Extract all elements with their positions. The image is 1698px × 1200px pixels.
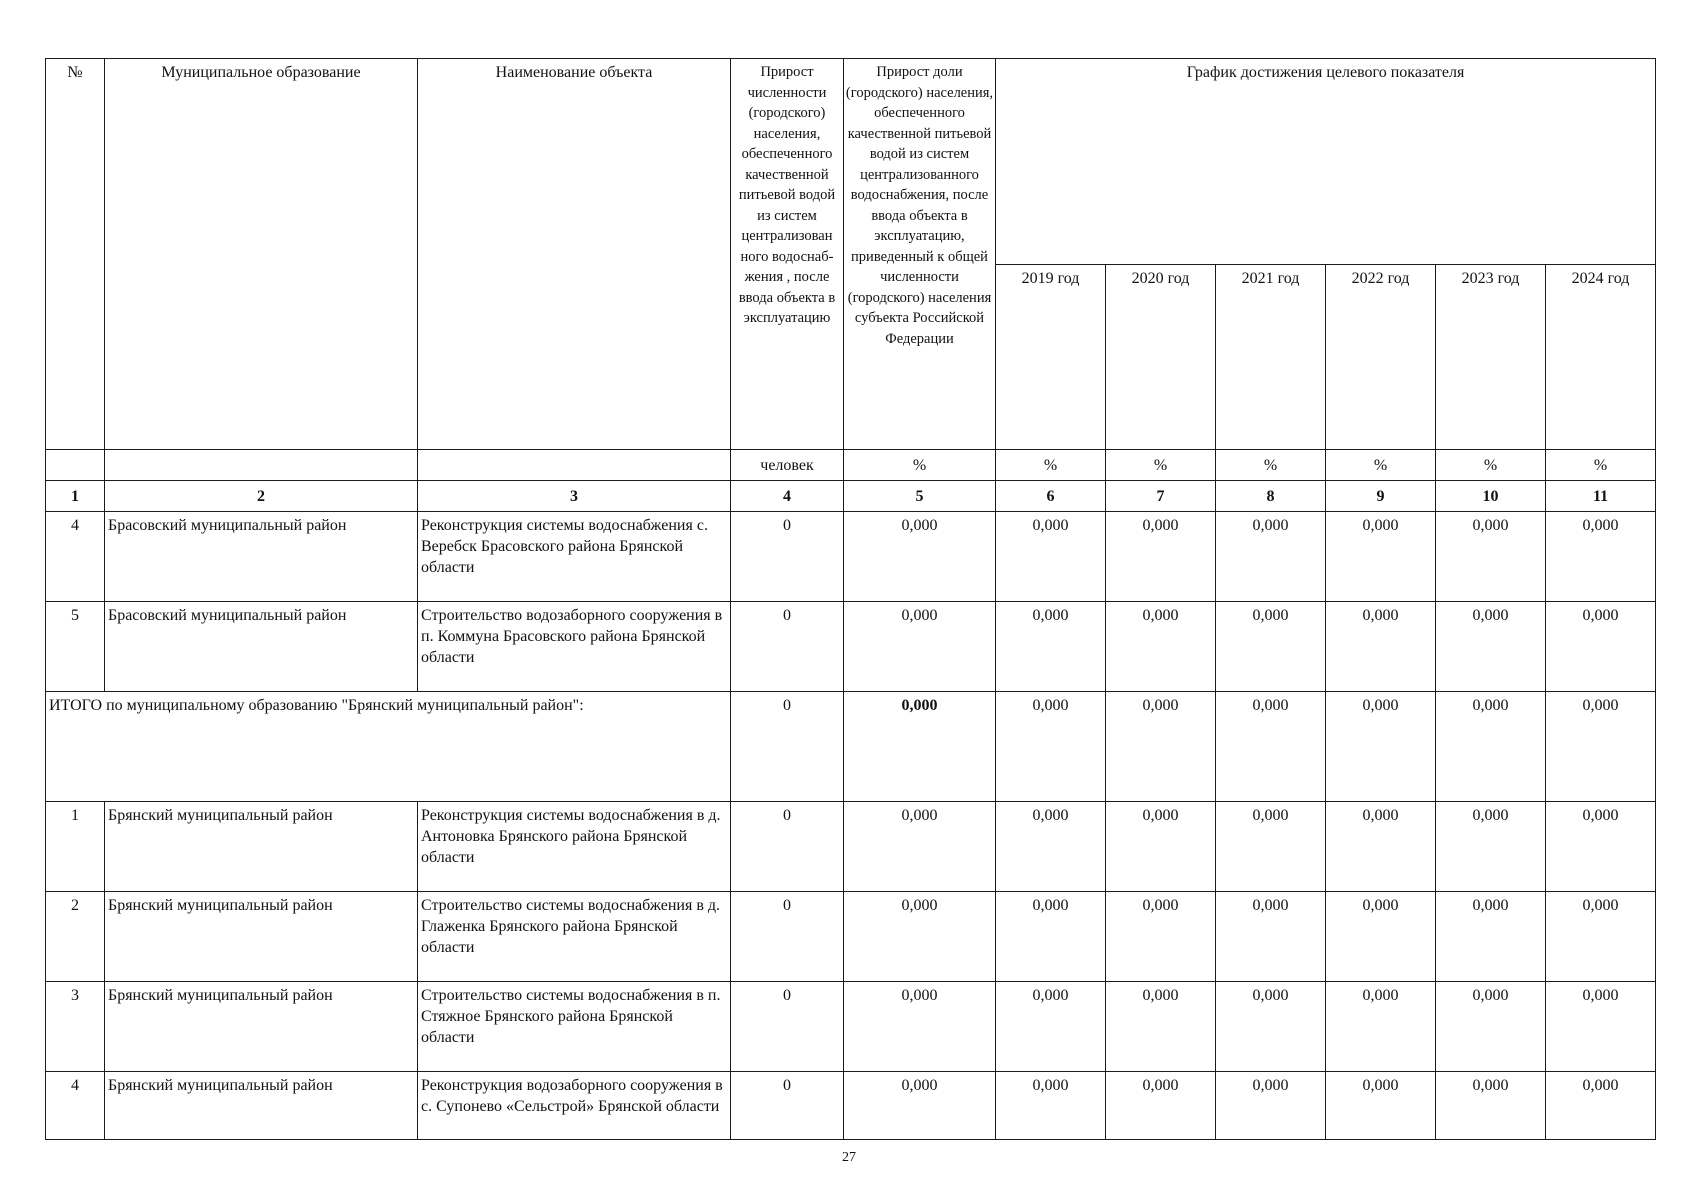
people-cell: 0 [731,1072,844,1140]
object-cell: Реконструкция системы водоснабжения с. Веребск Брасовского района Брянской области [418,512,731,602]
column-number: 7 [1106,481,1216,512]
header-object: Наименование объекта [418,59,731,450]
object-cell: Строительство системы водоснабжения в п. Стяжное Брянского района Брянской области [418,982,731,1072]
header-year: 2021 год [1216,265,1326,450]
column-numbers-row [46,481,1656,512]
year-value-cell: 0,000 [1216,602,1326,692]
unit-percent: % [1216,450,1326,481]
year-value-cell: 0,000 [1106,692,1216,802]
row-number: 3 [46,982,105,1072]
municipality-cell: Брянский муниципальный район [105,1072,418,1140]
object-cell: Реконструкция системы водоснабжения в д. Антоновка Брянского района Брянской области [418,802,731,892]
year-value-cell: 0,000 [1106,512,1216,602]
column-number: 9 [1326,481,1436,512]
year-value-cell: 0,000 [1106,982,1216,1072]
people-cell: 0 [731,982,844,1072]
column-number: 1 [46,481,105,512]
share-cell: 0,000 [844,512,996,602]
year-value-cell: 0,000 [1106,1072,1216,1140]
unit-people: человек [731,450,844,481]
column-number: 5 [844,481,996,512]
year-value-cell: 0,000 [996,982,1106,1072]
column-number: 4 [731,481,844,512]
share-cell: 0,000 [844,802,996,892]
header-year: 2023 год [1436,265,1546,450]
header-municipality: Муниципальное образование [105,59,418,450]
year-value-cell: 0,000 [1106,602,1216,692]
municipality-cell: Брянский муниципальный район [105,982,418,1072]
year-value-cell: 0,000 [1326,602,1436,692]
units-empty [46,450,105,481]
header-year: 2024 год [1546,265,1656,450]
year-value-cell: 0,000 [996,802,1106,892]
header-num: № [46,59,105,450]
unit-percent: % [1546,450,1656,481]
table-row [46,1072,1656,1140]
target-indicator-table [45,58,1656,1140]
header-year: 2019 год [996,265,1106,450]
row-number: 1 [46,802,105,892]
year-value-cell: 0,000 [1546,692,1656,802]
object-cell: Строительство водозаборного сооружения в п. Коммуна Брасовского района Брянской области [418,602,731,692]
column-number: 6 [996,481,1106,512]
share-cell: 0,000 [844,1072,996,1140]
units-empty [418,450,731,481]
year-value-cell: 0,000 [1326,892,1436,982]
unit-percent: % [1326,450,1436,481]
units-empty [105,450,418,481]
column-number: 2 [105,481,418,512]
header-year: 2020 год [1106,265,1216,450]
year-value-cell: 0,000 [1216,512,1326,602]
row-number: 4 [46,512,105,602]
total-label: ИТОГО по муниципальному образованию "Брянский муниципальный район": [46,692,731,802]
page-number: 27 [842,1150,856,1165]
share-cell: 0,000 [844,982,996,1072]
year-value-cell: 0,000 [1436,602,1546,692]
year-value-cell: 0,000 [1326,802,1436,892]
municipality-cell: Брянский муниципальный район [105,892,418,982]
year-value-cell: 0,000 [996,512,1106,602]
year-value-cell: 0,000 [1216,982,1326,1072]
year-value-cell: 0,000 [1436,892,1546,982]
header-year: 2022 год [1326,265,1436,450]
year-value-cell: 0,000 [1546,982,1656,1072]
people-cell: 0 [731,802,844,892]
people-cell: 0 [731,512,844,602]
people-cell: 0 [731,892,844,982]
year-value-cell: 0,000 [1546,512,1656,602]
year-value-cell: 0,000 [1106,892,1216,982]
year-value-cell: 0,000 [1326,512,1436,602]
header-increase-share: Прирост доли (городского) населения, обеспеченного качественной питьевой водой из систем централизованного водоснабжения, после ввода объекта в эксплуатацию, приведенный к общей численности (городского) населения субъекта Российской Федерации [844,59,996,450]
year-value-cell: 0,000 [1436,512,1546,602]
municipality-cell: Брасовский муниципальный район [105,602,418,692]
people-cell: 0 [731,692,844,802]
unit-percent: % [1106,450,1216,481]
year-value-cell: 0,000 [1216,1072,1326,1140]
table-row [46,802,1656,892]
header-increase-people: Прирост численности (городского) населения, обеспеченного качественной питьевой водой из систем централизован ного водоснабжения , после ввода объекта в эксплуатацию [731,59,844,450]
municipality-cell: Брасовский муниципальный район [105,512,418,602]
object-cell: Реконструкция водозаборного сооружения в с. Супонево «Сельстрой» Брянской области [418,1072,731,1140]
year-value-cell: 0,000 [1106,802,1216,892]
share-cell: 0,000 [844,602,996,692]
year-value-cell: 0,000 [996,692,1106,802]
table-row [46,602,1656,692]
units-row [46,450,1656,481]
row-number: 4 [46,1072,105,1140]
year-value-cell: 0,000 [996,602,1106,692]
column-number: 10 [1436,481,1546,512]
column-number: 11 [1546,481,1656,512]
header-schedule: График достижения целевого показателя [996,59,1656,265]
year-value-cell: 0,000 [1546,602,1656,692]
year-value-cell: 0,000 [1216,892,1326,982]
people-cell: 0 [731,602,844,692]
year-value-cell: 0,000 [1326,1072,1436,1140]
column-number: 8 [1216,481,1326,512]
year-value-cell: 0,000 [1546,802,1656,892]
year-value-cell: 0,000 [996,892,1106,982]
object-cell: Строительство системы водоснабжения в д. Глаженка Брянского района Брянской области [418,892,731,982]
table-row [46,982,1656,1072]
unit-percent: % [844,450,996,481]
unit-percent: % [996,450,1106,481]
year-value-cell: 0,000 [1436,1072,1546,1140]
share-cell: 0,000 [844,692,996,802]
share-cell: 0,000 [844,892,996,982]
year-value-cell: 0,000 [1436,802,1546,892]
municipality-cell: Брянский муниципальный район [105,802,418,892]
year-value-cell: 0,000 [1436,982,1546,1072]
year-value-cell: 0,000 [996,1072,1106,1140]
year-value-cell: 0,000 [1436,692,1546,802]
total-row [46,692,1656,802]
row-number: 2 [46,892,105,982]
column-number: 3 [418,481,731,512]
row-number: 5 [46,602,105,692]
year-value-cell: 0,000 [1326,982,1436,1072]
unit-percent: % [1436,450,1546,481]
year-value-cell: 0,000 [1546,892,1656,982]
table-row [46,512,1656,602]
table-row [46,892,1656,982]
year-value-cell: 0,000 [1216,692,1326,802]
year-value-cell: 0,000 [1326,692,1436,802]
year-value-cell: 0,000 [1546,1072,1656,1140]
year-value-cell: 0,000 [1216,802,1326,892]
